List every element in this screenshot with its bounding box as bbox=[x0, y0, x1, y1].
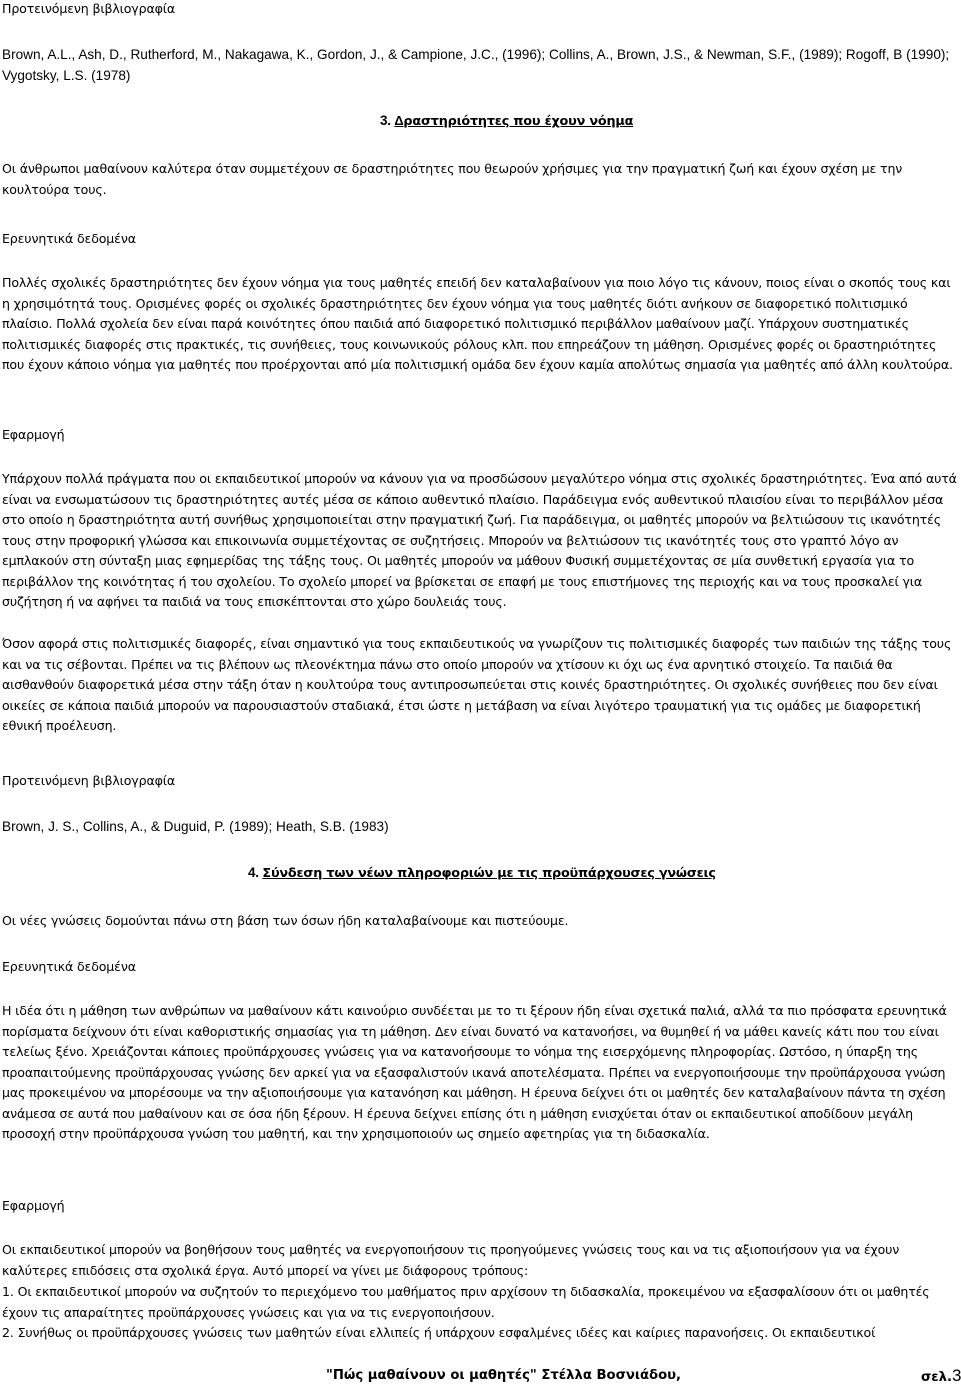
footer-title: "Πώς μαθαίνουν οι μαθητές" Στέλλα Βοσνιάδου, bbox=[326, 1368, 682, 1383]
section-3-intro: Οι άνθρωποι μαθαίνουν καλύτερα όταν συμμετέχουν σε δραστηριότητες που θεωρούν χρήσιμες για την πραγματική ζωή και έχουν σχέση με την κουλτούρα τους. bbox=[2, 161, 903, 197]
section-3-title: ραστηριότητες που έχουν νόημα bbox=[403, 114, 634, 129]
references-paragraph: Brown, J. S., Collins, A., & Duguid, P. (1989); Heath, S.B. (1983) bbox=[2, 819, 389, 834]
section-4-intro: Οι νέες γνώσεις δομούνται πάνω στη βάση των όσων ήδη καταλαβαίνουμε και πιστεύουμε. bbox=[2, 913, 569, 928]
research-data-paragraph: Πολλές σχολικές δραστηριότητες δεν έχουν νόημα για τους μαθητές επειδή δεν καταλαβαίνουν για ποιο λόγο τις κάνουν, ποιος είναι ο σκοπός τους και η χρησιμότητά τους. Ορισμένες φορές οι σχολικές δραστηριότητες δεν έχουν νόημα για τους μαθητές διότι ανήκουν σε διαφορετικό πολιτισμικό πλαίσιο. Πολλά σχολεία δεν είναι παρά κοινότητες όπου παιδιά από διαφορετικό πολιτισμικό περιβάλλον μαθαίνουν μαζί. Υπάρχουν συστηματικές πολιτισμικές διαφορές στις πρακτικές, τις συνήθειες, τους κοινωνικούς ρόλους κλπ. που επηρεάζουν τη μάθηση. Ορισμένες φορές οι δραστηριότητες που έχουν κάποιο νόημα για μαθητές που προέρχονται από μία πολιτισμική ομάδα δεν έχουν καμία απολύτως σημασία για μαθητές από άλλη κουλτούρα. bbox=[2, 275, 953, 372]
page-prefix: σελ. bbox=[921, 1370, 952, 1385]
research-data-label: Ερευνητικά δεδομένα bbox=[2, 231, 136, 246]
application-label: Εφαρμογή bbox=[2, 427, 65, 442]
section-4-number: 4. bbox=[248, 865, 263, 880]
page-footer bbox=[0, 1366, 960, 1390]
section-3-heading bbox=[380, 111, 633, 133]
page-number: 3 bbox=[951, 1366, 961, 1385]
section-3-first-letter: Δ bbox=[394, 113, 404, 128]
section-4-title: Σύνδεση των νέων πληροφοριών με τις προϋπάρχουσες γνώσεις bbox=[262, 866, 716, 881]
research-data-paragraph: Η ιδέα ότι η μάθηση των ανθρώπων να μαθαίνουν κάτι καινούριο συνδέεται με το τι ξέρουν ήδη είναι σχετικά παλιά, αλλά τα πιο πρόσφατα ερευνητικά πορίσματα δείχνουν ότι είναι καθοριστικής σημασίας για τη μάθηση. Δεν είναι δυνατό να κατανοήσει, να θυμηθεί ή να μάθει κανείς κάτι που του είναι τελείως ξένο. Χρειάζονται κάποιες προϋπάρχουσες γνώσεις για να κατανοήσουμε το νόημα της εισερχόμενης πληροφορίας. Ωστόσο, η ύπαρξη της προαπαιτούμενης προϋπάρχουσας γνώσης δεν αρκεί για να εξασφαλιστούν ικανά αποτελέσματα. Πρέπει να ενεργοποιήσουμε την προϋπάρχουσα γνώση μας προκειμένου να μπορέσουμε να την αξιοποιήσουμε για κατανόηση και μάθηση. Η έρευνα δείχνει ότι οι μαθητές δεν καταλαβαίνουν πάντα τη σχέση ανάμεσα σε αυτά που μαθαίνουν και σε όσα ήδη ξέρουν. Η έρευνα δείχνει επίσης ότι η μάθηση ενισχύεται όταν οι εκπαιδευτικοί αποδίδουν μεγάλη προσοχή στην προϋπάρχουσα γνώση του μαθητή, και την χρησιμοποιούν ως σημείο αφετηρίας για τη διδασκαλία. bbox=[2, 1003, 947, 1141]
section-4-heading bbox=[248, 863, 716, 885]
suggested-bibliography-label: Προτεινόμενη βιβλιογραφία bbox=[2, 1, 176, 16]
application-label: Εφαρμογή bbox=[2, 1198, 65, 1213]
research-data-label: Ερευνητικά δεδομένα bbox=[2, 959, 136, 974]
application-paragraph: Υπάρχουν πολλά πράγματα που οι εκπαιδευτικοί μπορούν να κάνουν για να προσδώσουν μεγαλύτερο νόημα στις σχολικές δραστηριότητες. Ένα από αυτά είναι να ενσωματώσουν τις δραστηριότητες αυτές μέσα σε κάποιο αυθεντικό πλαίσιο. Παράδειγμα ενός αυθεντικού πλαισίου είναι το περιβάλλον μέσα στο οποίο η δραστηριότητα αυτή συνήθως χρησιμοποιείται στην πραγματική ζωή. Για παράδειγμα, οι μαθητές μπορούν να βελτιώσουν τις ικανότητές τους στην προφορική γλώσσα και επικοινωνία συμμετέχοντας σε συζητήσεις. Μπορούν να βελτιώσουν τις ικανότητές τους στο γραπτό λόγο αν εμπλακούν στη σύνταξη μιας εφημερίδας της τάξης τους. Οι μαθητές μπορούν να μάθουν Φυσική συμμετέχοντας σε μία συνθετική εργασία για το περιβάλλον της κοινότητας ή του σχολείου. Το σχολείο μπορεί να βρίσκεται σε επαφή με τους επιστήμονες της περιοχής και να τους προσκαλεί για συζήτηση ή να αφήνει τα παιδιά να τους επισκέπτονται στο χώρο δουλειάς τους. bbox=[2, 471, 957, 609]
list-item: 1. Οι εκπαιδευτικοί μπορούν να συζητούν το περιεχόμενο του μαθήματος πριν αρχίσουν τη διδασκαλία, προκειμένου να εξασφαλίσουν ότι οι μαθητές έχουν τις απαραίτητες προϋπάρχουσες γνώσεις και για να τις ενεργοποιήσουν. bbox=[2, 1284, 930, 1320]
application-paragraph: Όσον αφορά στις πολιτισμικές διαφορές, είναι σημαντικό για τους εκπαιδευτικούς να γνωρίζουν τις πολιτισμικές διαφορές των παιδιών της τάξης τους και να τις σέβονται. Πρέπει να τις βλέπουν ως πλεονέκτημα πάνω στο οποίο μπορούν να χτίσουν κι όχι ως ένα αρνητικό στοιχείο. Τα παιδιά θα αισθανθούν διαφορετικά μέσα στην τάξη όταν η κουλτούρα τους αντιπροσωπεύεται στις κοινές δραστηριότητες. Οι σχολικές συνήθειες που δεν είναι οικείες σε κάποια παιδιά μπορούν να παρουσιαστούν σταδιακά, έτσι ώστε η μετάβαση να είναι λιγότερο τραυματική για τις ομάδες με διαφορετική εθνική προέλευση. bbox=[2, 636, 952, 733]
suggested-bibliography-label: Προτεινόμενη βιβλιογραφία bbox=[2, 773, 176, 788]
list-item: 2. Συνήθως οι προϋπάρχουσες γνώσεις των μαθητών είναι ελλιπείς ή υπάρχουν εσφαλμένες ιδέες και καίριες παρανοήσεις. Οι εκπαιδευτικοί bbox=[2, 1325, 876, 1340]
application-paragraph: Οι εκπαιδευτικοί μπορούν να βοηθήσουν τους μαθητές να ενεργοποιήσουν τις προηγούμενες γνώσεις τους και να τις αξιοποιήσουν για να έχουν καλύτερες επιδόσεις στα σχολικά έργα. Αυτό μπορεί να γίνει με διάφορους τρόπους: bbox=[2, 1242, 900, 1278]
section-3-number: 3. bbox=[380, 113, 395, 128]
references-paragraph: Brown, A.L., Ash, D., Rutherford, M., Nakagawa, K., Gordon, J., & Campione, J.C., (1996); Collins, A., Brown, J.S., & Newman, S.F., (1989); Rogoff, B (1990); Vygotsky, L.S. (1978) bbox=[2, 47, 950, 83]
page-number-block bbox=[921, 1366, 961, 1389]
